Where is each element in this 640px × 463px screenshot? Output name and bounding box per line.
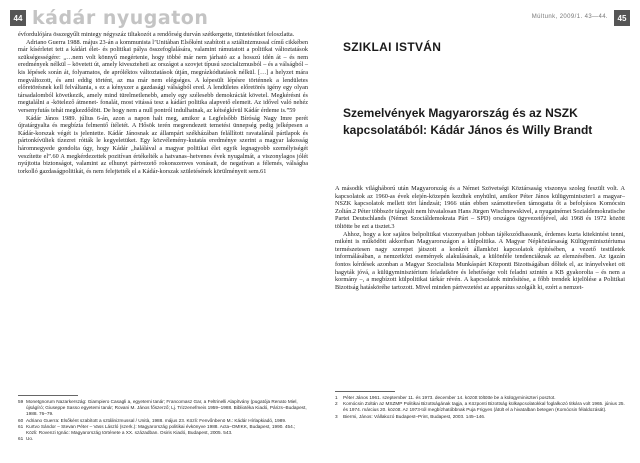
right-footnotes — [335, 391, 625, 420]
footnote-number: 61 — [18, 436, 24, 442]
footnote-text: Uo. — [26, 436, 34, 442]
footnote-text: Péter János 1961. szeptember 11. és 1973. december 14. között töltötte be a külügyminiszteri posztot. — [343, 395, 556, 400]
footnote — [18, 436, 308, 442]
footnote-number: 59 — [18, 399, 24, 404]
right-body-text — [335, 185, 625, 291]
journal-section-title: kádár nyugaton — [32, 7, 209, 29]
footnote-number: 2 — [335, 401, 338, 407]
left-page — [10, 7, 315, 463]
left-footnotes — [18, 395, 308, 442]
right-running-head — [325, 10, 630, 30]
footnote-number: 3 — [335, 413, 338, 419]
paragraph: Ahhoz, hogy a kor sajátos belpolitikai viszonyaiban jobban tájékozódhassunk, érdemes kurta kitekintést tenni, miként is működött akkoriban Magyarországon a külpolitika. A Magyar Népköztársaság Külügyminisztériuma természetesen nagy szerepet játszott a konkrét államközi kapcsolatok építésében, a vezető testületek informálásában, a nemzetközi események alakulásának, a különféle tendenciáknak az elemzésében. Az igazán fontos kérdések azonban a Magyar Szocialista Munkáspárt Központi Bizottságában dőltek el, az irányelveket ott hagyták jóvá, a külügyminisztérium feladatköre és lehetősége volt feladni szintén a KB gyakorolta – és nem a kormány –, a megbízott külpolitikai tárkár révén. A kapcsolatok minősítése, a főbb trendek kijelölése a Politikai Bizottság hatásköréhe tartozott. Mivel minden pártvezetést az apparátus szolgált ki, ezért a nemzet- — [335, 230, 625, 291]
footnote-text: Komócsin Zoltán az MSZMP Politikai Bizottságának tagja, a Központi Bizottság külkapcsolatokkal foglalkozó titkára volt 1965. június 25. és 1974. március 20. között. Az 1973-tól megbízhatóbbnak Puja Frigyes (átült el a hivatalban betegen (Komócsin félaldozását). — [343, 401, 625, 413]
article-title: Szemelvények Magyarország és az NSZK kapcsolatából: Kádár János és Willy Brandt — [343, 106, 593, 137]
footnote-divider — [18, 395, 78, 396]
footnote-text: Biermi, János: Vállakozó Budapest–Print, Budapest, 2003. 145–146. — [343, 413, 486, 419]
left-running-head — [10, 7, 315, 30]
article-author: SZIKLAI ISTVÁN — [343, 40, 442, 54]
footnote-text: Kurtvo Sándor – Stevan Péter – Vass László (szerk.): Magyarország politikai évkönyve 1988. Acta–OMIKK, Budapest, 1990. 454.; Közli: Rovenzi Ignác: Magyarország története a XX. században. Osiris Kiadó, Budapest, 2005. 543. — [26, 423, 296, 436]
footnote — [335, 401, 625, 413]
footnote-number: 61 — [18, 423, 24, 429]
paragraph: évfordulójára összegyűlt mintegy négyszáz tiltakozót a rendőrség durván szétkergette, tüntetésüket feloszlatta. — [18, 31, 295, 38]
footnote — [18, 424, 308, 436]
footnote-text: Adriano Guerra: Elsőként szabított a sztálinizmussal / Unità, 1988. május 23. Közli: Fenvőnbenö M.: Kádár Hírlapkiadó, 1989. — [26, 417, 287, 423]
footnote-number: 60 — [18, 417, 24, 423]
footnote-text: Monetgnorum Nazarkerszág: Giampiero Casagli a, egyetemi tanár; Francomasz Gar, a Feltrinelli Alapítvány (pugatója Renato Miel, újságíró; Giuseppe Sasso egyetemi tanár; Rovani M. János főszerző; Lj. Trizzenefmeis 1959–1988. Bibliotéka Kiadó, Párizs–Budapest, 1988. 76–79. — [26, 399, 307, 417]
footnote-divider — [335, 391, 395, 392]
footnote-number: 1 — [335, 395, 338, 400]
paragraph: Adriano Guerra 1988. május 23-án a kommunista l’Unitàban Elsőként szabított a sztálinizmussal című cikkében már kísérletet tett a kádári élet- és politikai pálya összefoglalására, valamint rámutatott a politikai változtatások szükségességére: „…nem volt könnyű megértenie, hogy többé már nem járható az a hosszú idén át – és nem eredmények nélkül – követett út, amely kiveszteheti az országot a szovjet típusú szocializmusból – és a válságból – kis lépések során át, folyamatos, de apróléktos változtatások útján, megrázkódtatások nélkül. […] a helyzet mára megváltozott, és ami eddig történt, az ma már nem elégséges. A képesült lépésre történnek a lendületes előretörésnek kell felváltania, s ez a kényszer a gazdasági válságból ered. A lendületes előretörés igény egy olyan társadalomból következik, amely mind türelmetlenebb, amely egy szélesebb demokráciát követel. Megkérésni és megtalálni a -kötelező átmenet- fonalát, most vitássá tesz a kádári politika alapvető elemeit. Az idővel való nehéz versenyfutás tehát megkezdődött. De hogy nem a null pontról indulhatnak, az kétségkívül Kádár érdeme is.”59 — [18, 38, 308, 114]
left-page-number: 44 — [10, 10, 26, 26]
right-page-number: 45 — [614, 10, 630, 26]
left-body-text — [18, 31, 308, 175]
paragraph: A második világháború után Magyarország és a Német Szövetségi Köztársaság viszonya szoleg feszült volt. A kapcsolatok az 1960-as évek elején-közepén kezdtek enyhülni, amikor Péter János külügyminiszter1 a magyar–NSZK kapcsolatok mellett tört lándzsát; 1966 után ebben számottevően támogatta őt a befolyásos Komócsin Zoltán.2 Péter többször tárgyalt nem hivatalosan Hans Jürgen Wischnewskivel, a nyugatnémet Sozialdemokratische Partei Deutschlands (Német Szociáldemokrata Párt – SPD) országos ügyvezetőjével, aki 1968 és 1972 között töltötte be ezt a tisztet.3 — [335, 185, 625, 230]
paragraph: Kádár János 1989. július 6-án, azon a napon halt meg, amikor a Legfelsőbb Bíróság Nagy Imre perét újratárgyalta és megbízta felmentő ítéletét. A Hősök terén megrendezett temetési ünnepség pedig jelképesen a Kádár-korszak végét is jelentette. Kádár Jánosnak az állampárt székházában felállított ravatalánál pártlapok és pártonkívüliek tízezrei rótták le kegyeletüket. Egy közvélemény-kutatás eredménye szerint a magyar lakosság háromnegyede gondolta úgy, hogy Kádár „halálával a magyar politikai élet egyik legnagyobb személyiségét veszítette el”.60 A megkérdezettek pozitívan értékelték a hatvanas–hetvenes évek nyugalmát, a viszonylagos jólét nyújtotta biztonságot, valamint az elhunyt pártvezető rokonszenves vonásait, de negatívan a félemés, válságba torkolló gazdaságpolitikát, és nem felejtették el a Kádár-korszak születésének körülményeit sem.61 — [18, 114, 308, 175]
right-page — [325, 10, 630, 463]
footnote — [335, 414, 625, 420]
journal-reference: Múltunk, 2009/1. 43—44. — [531, 14, 608, 20]
footnote — [18, 399, 308, 418]
